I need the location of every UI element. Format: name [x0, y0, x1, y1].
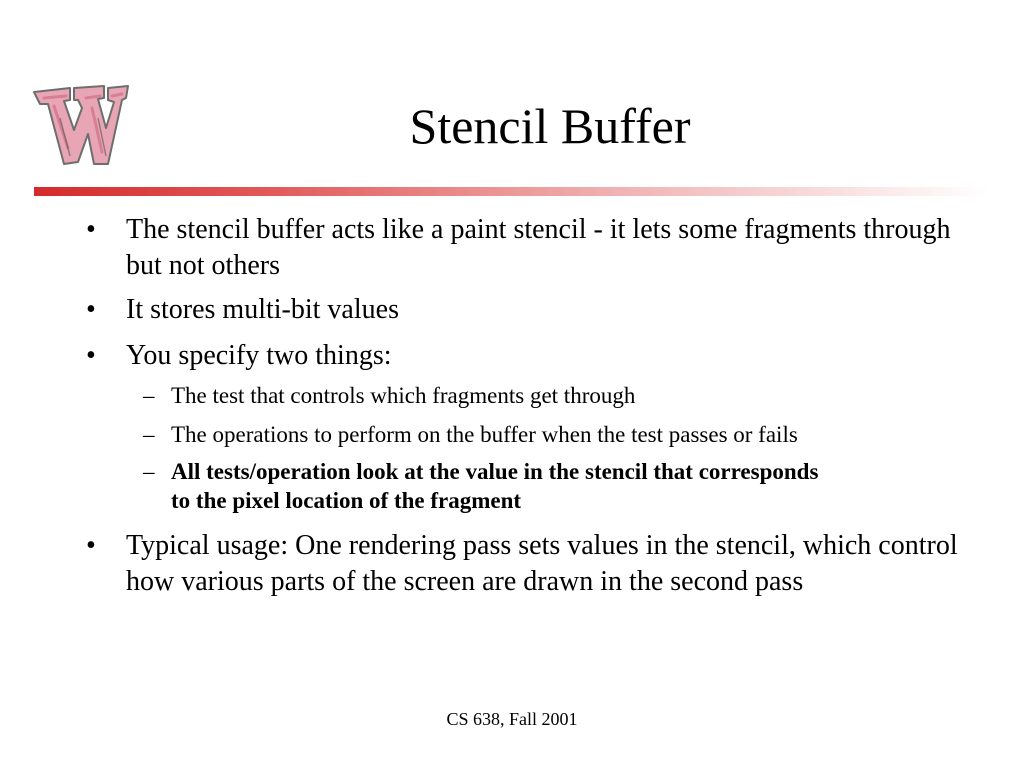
- sub-bullet-text: The operations to perform on the buffer when the test passes or fails: [171, 422, 798, 447]
- sub-bullet-symbol: –: [143, 422, 155, 447]
- slide-title: Stencil Buffer: [409, 98, 691, 154]
- sub-bullet-symbol: –: [143, 383, 155, 408]
- bullet-symbol: •: [86, 214, 96, 245]
- bullet-symbol: •: [86, 530, 96, 561]
- slide-footer: CS 638, Fall 2001: [446, 709, 578, 729]
- sub-bullet-text: The test that controls which fragments get through: [171, 383, 636, 408]
- bullet-text: It stores multi-bit values: [126, 294, 399, 325]
- bullet-symbol: •: [86, 340, 96, 371]
- bullet-symbol: •: [86, 294, 96, 325]
- sub-bullet-symbol: –: [143, 459, 155, 484]
- bullet-text: The stencil buffer acts like a paint stencil - it lets some fragments through but not others: [126, 214, 951, 281]
- sub-bullet-text: All tests/operation look at the value in the stencil that corresponds to the pixel location of the fragment: [171, 459, 819, 513]
- bullet-text: You specify two things:: [126, 340, 392, 371]
- bullet-text: Typical usage: One rendering pass sets values in the stencil, which control how various parts of the screen are drawn in the second pass: [126, 530, 958, 597]
